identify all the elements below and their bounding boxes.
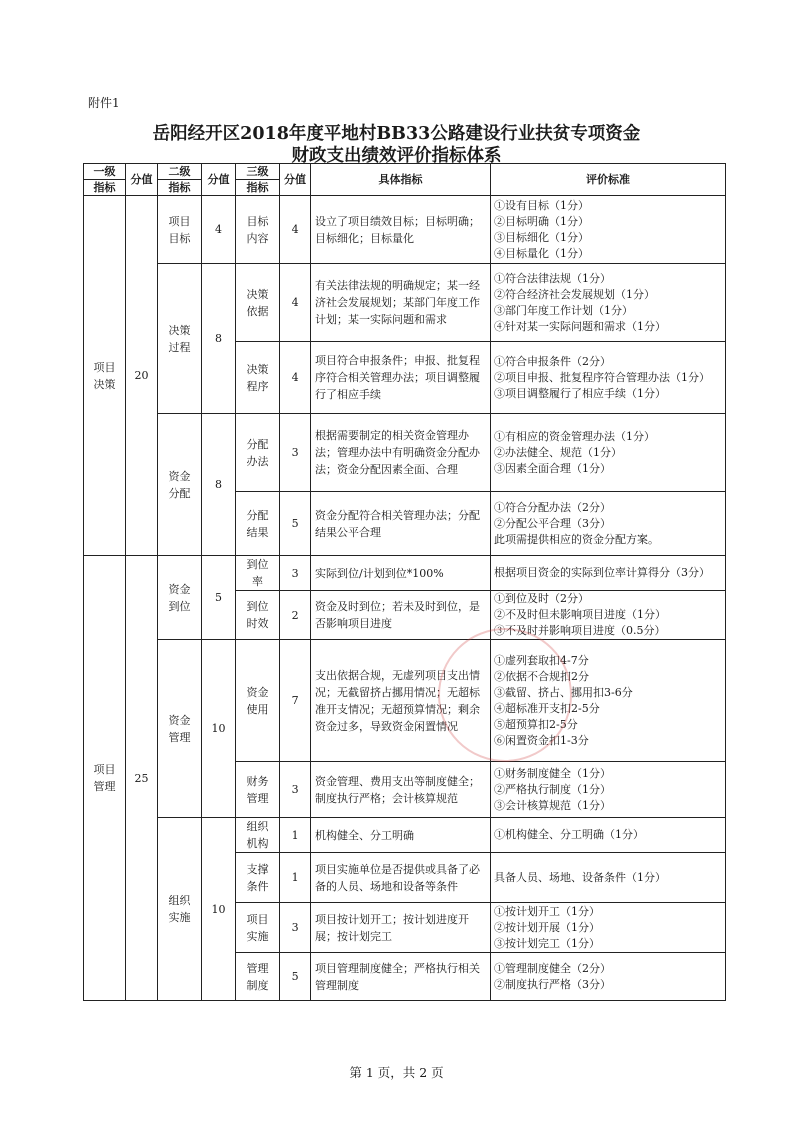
l2-score-text: 5 xyxy=(215,591,222,604)
l3-name-text: 到位率 xyxy=(246,558,269,588)
detail-cell xyxy=(311,556,491,591)
l3-name xyxy=(236,556,280,591)
detail-cell-text: 有关法律法规的明确规定；某一经济社会发展规划；某部门年度工作计划；某一实际问题和需求 xyxy=(315,279,480,326)
document-subtitle: 财政支出绩效评价指标体系 xyxy=(291,146,502,166)
l2-name-text: 决策过程 xyxy=(168,323,191,354)
criteria-item: ①到位及时（2分） xyxy=(494,592,589,605)
detail-cell-text: 项目管理制度健全；严格执行相关管理制度 xyxy=(315,961,480,992)
header-score: 分值 xyxy=(280,164,311,196)
table-row xyxy=(84,196,726,264)
l1-score xyxy=(126,196,158,556)
table-row xyxy=(84,264,726,342)
l3-score xyxy=(280,342,311,414)
detail-cell xyxy=(311,853,491,903)
header-l2: 二级 xyxy=(158,164,202,180)
l1-score xyxy=(126,556,158,1001)
l3-score xyxy=(280,196,311,264)
criteria-item: ①符合分配办法（2分） xyxy=(494,500,611,514)
table-row xyxy=(84,640,726,762)
detail-cell xyxy=(311,762,491,818)
criteria-cell xyxy=(491,264,726,342)
table-row xyxy=(84,414,726,492)
l2-score xyxy=(202,196,236,264)
criteria-cell xyxy=(491,414,726,492)
l3-name-text: 分配办法 xyxy=(246,437,269,468)
header-score: 分值 xyxy=(126,164,158,196)
header-l2-sub: 指标 xyxy=(158,180,202,196)
l3-score-text: 3 xyxy=(291,783,299,796)
criteria-item: ②项目申报、批复程序符合管理办法（1分） xyxy=(494,370,710,384)
detail-cell-text: 项目符合申报条件；申报、批复程序符合相关管理办法；项目调整履行了相应手续 xyxy=(315,354,480,401)
l1-score-text: 25 xyxy=(134,771,149,785)
l2-score xyxy=(202,264,236,414)
criteria-item: ②分配公平合理（3分） xyxy=(494,516,611,530)
l3-score xyxy=(280,556,311,591)
criteria-item: ①按计划开工（1分） xyxy=(494,904,600,918)
l3-score-text: 1 xyxy=(291,871,299,884)
detail-cell-text: 实际到位/计划到位*100% xyxy=(315,566,444,580)
criteria-cell xyxy=(491,853,726,903)
l3-name-text: 分配结果 xyxy=(246,508,269,539)
l1-name-text: 项目管理 xyxy=(93,763,116,793)
l3-score-text: 1 xyxy=(291,828,299,842)
criteria-cell xyxy=(491,196,726,264)
detail-cell-text: 机构健全、分工明确 xyxy=(315,828,414,842)
criteria-item: 具备人员、场地、设备条件（1分） xyxy=(494,870,666,884)
criteria-item: ①符合申报条件（2分） xyxy=(494,354,611,368)
l3-score xyxy=(280,818,311,853)
l3-name-text: 管理制度 xyxy=(246,961,269,992)
criteria-item: ②办法健全、规范（1分） xyxy=(494,445,622,459)
criteria-item: ③项目调整履行了相应手续（1分） xyxy=(494,386,666,400)
criteria-cell xyxy=(491,591,726,640)
criteria-cell xyxy=(491,556,726,591)
criteria-item: ③因素全面合理（1分） xyxy=(494,461,611,475)
l2-score-text: 10 xyxy=(211,722,226,735)
criteria-item: 此项需提供相应的资金分配方案。 xyxy=(494,532,659,546)
l3-score-text: 3 xyxy=(291,566,299,580)
criteria-cell xyxy=(491,342,726,414)
l3-score-text: 2 xyxy=(291,608,299,622)
detail-cell-text: 项目实施单位是否提供或具备了必备的人员、场地和设备等条件 xyxy=(315,862,480,893)
detail-cell xyxy=(311,640,491,762)
l2-name-text: 资金管理 xyxy=(168,713,191,744)
l2-name xyxy=(158,414,202,556)
detail-cell xyxy=(311,264,491,342)
l2-name-text: 项目目标 xyxy=(168,214,191,245)
l3-score-text: 3 xyxy=(291,446,299,459)
criteria-cell xyxy=(491,762,726,818)
detail-cell xyxy=(311,818,491,853)
l3-name xyxy=(236,196,280,264)
header-detail: 具体指标 xyxy=(311,164,491,196)
l3-score-text: 4 xyxy=(291,371,299,384)
criteria-item: ①符合法律法规（1分） xyxy=(494,271,611,285)
detail-cell xyxy=(311,414,491,492)
criteria-item: ③目标细化（1分） xyxy=(494,230,589,244)
detail-cell xyxy=(311,342,491,414)
l2-name xyxy=(158,556,202,640)
l3-score xyxy=(280,414,311,492)
l3-name xyxy=(236,762,280,818)
table-row xyxy=(84,818,726,853)
l2-score xyxy=(202,640,236,818)
criteria-item: ⑤超预算扣2-5分 xyxy=(494,717,578,731)
detail-cell-text: 资金管理、费用支出等制度健全；制度执行严格；会计核算规范 xyxy=(315,774,480,805)
l3-name xyxy=(236,414,280,492)
table-row xyxy=(84,556,726,591)
l3-name xyxy=(236,591,280,640)
criteria-item: ②不及时但未影响项目进度（1分） xyxy=(494,608,666,621)
l3-name xyxy=(236,264,280,342)
criteria-item: ①设有目标（1分） xyxy=(494,198,589,212)
criteria-item: 根据项目资金的实际到位率计算得分（3分） xyxy=(494,566,710,579)
l3-name xyxy=(236,492,280,556)
criteria-item: ②制度执行严格（3分） xyxy=(494,977,611,991)
page-footer: 第 1 页，共 2 页 xyxy=(349,1065,444,1080)
criteria-cell xyxy=(491,953,726,1001)
detail-cell xyxy=(311,492,491,556)
header-l3-sub: 指标 xyxy=(236,180,280,196)
l2-score-text: 8 xyxy=(215,478,222,491)
l3-name-text: 到位时效 xyxy=(246,600,269,630)
l2-score-text: 8 xyxy=(215,332,222,345)
criteria-item: ②按计划开展（1分） xyxy=(494,920,600,934)
attachment-label: 附件1 xyxy=(88,96,120,110)
l3-score xyxy=(280,762,311,818)
l3-name-text: 财务管理 xyxy=(246,774,269,805)
l2-score xyxy=(202,818,236,1001)
detail-cell-text: 支出依据合规，无虚列项目支出情况；无截留挤占挪用情况；无超标准开支情况；无超预算情况；剩余资金过多，导致资金闲置情况 xyxy=(315,668,480,733)
l3-name-text: 项目实施 xyxy=(246,912,269,943)
criteria-item: ④目标量化（1分） xyxy=(494,246,589,260)
l2-name-text: 资金分配 xyxy=(168,469,191,500)
criteria-item: ②严格执行制度（1分） xyxy=(494,782,611,796)
criteria-item: ②符合经济社会发展规划（1分） xyxy=(494,287,655,301)
l3-name-text: 决策依据 xyxy=(246,287,269,318)
criteria-cell xyxy=(491,903,726,953)
l3-name-text: 资金使用 xyxy=(246,685,269,716)
l2-name xyxy=(158,818,202,1001)
l2-score xyxy=(202,414,236,556)
document-title: 岳阳经开区2018年度平地村BB33公路建设行业扶贫专项资金 xyxy=(152,124,641,144)
l3-name-text: 决策程序 xyxy=(246,362,269,393)
criteria-item: ①机构健全、分工明确（1分） xyxy=(494,828,644,841)
l3-score xyxy=(280,953,311,1001)
criteria-cell xyxy=(491,492,726,556)
l3-score-text: 7 xyxy=(291,694,299,707)
l1-score-text: 20 xyxy=(134,369,149,382)
l3-score xyxy=(280,903,311,953)
l3-name xyxy=(236,818,280,853)
criteria-item: ①虚列套取扣4-7分 xyxy=(494,653,589,667)
l3-score xyxy=(280,640,311,762)
criteria-item: ②目标明确（1分） xyxy=(494,214,589,228)
criteria-item: ③截留、挤占、挪用扣3-6分 xyxy=(494,685,633,699)
l3-name xyxy=(236,342,280,414)
l3-name-text: 组织机构 xyxy=(246,820,269,850)
l3-score xyxy=(280,492,311,556)
l2-name xyxy=(158,264,202,414)
criteria-item: ④针对某一实际问题和需求（1分） xyxy=(494,319,666,333)
criteria-item: ①财务制度健全（1分） xyxy=(494,766,611,780)
detail-cell xyxy=(311,903,491,953)
criteria-item: ④超标准开支扣2-5分 xyxy=(494,701,600,715)
l3-score xyxy=(280,853,311,903)
l3-score-text: 4 xyxy=(291,296,299,309)
l2-name xyxy=(158,196,202,264)
l3-name xyxy=(236,853,280,903)
l3-name xyxy=(236,953,280,1001)
criteria-cell xyxy=(491,640,726,762)
criteria-item: ⑥闲置资金扣1-3分 xyxy=(494,733,589,747)
l3-score-text: 5 xyxy=(291,970,299,983)
header-l1: 一级 xyxy=(84,164,126,180)
detail-cell-text: 资金分配符合相关管理办法；分配结果公平合理 xyxy=(315,508,480,539)
criteria-item: ①管理制度健全（2分） xyxy=(494,961,611,975)
header-row-1 xyxy=(84,164,726,180)
detail-cell xyxy=(311,953,491,1001)
header-l3: 三级 xyxy=(236,164,280,180)
criteria-item: ②依据不合规扣2分 xyxy=(494,669,589,683)
detail-cell-text: 设立了项目绩效目标；目标明确；目标细化；目标量化 xyxy=(315,214,480,245)
header-criteria: 评价标准 xyxy=(491,164,726,196)
l1-name-text: 项目决策 xyxy=(93,360,116,391)
l2-name xyxy=(158,640,202,818)
criteria-cell xyxy=(491,818,726,853)
criteria-item: ③按计划完工（1分） xyxy=(494,936,600,950)
l3-score-text: 5 xyxy=(291,517,299,530)
l3-name-text: 支撑条件 xyxy=(246,862,269,893)
criteria-item: ③部门年度工作计划（1分） xyxy=(494,303,633,317)
detail-cell-text: 根据需要制定的相关资金管理办法；管理办法中有明确资金分配办法；资金分配因素全面、合理 xyxy=(315,429,480,476)
l2-name-text: 组织实施 xyxy=(168,894,191,924)
l2-name-text: 资金到位 xyxy=(168,582,191,613)
l3-score xyxy=(280,591,311,640)
l2-score-text: 4 xyxy=(215,223,222,236)
l3-score-text: 4 xyxy=(291,223,299,236)
criteria-item: ③不及时并影响项目进度（0.5分） xyxy=(494,624,666,637)
l3-name xyxy=(236,903,280,953)
detail-cell-text: 项目按计划开工；按计划进度开展；按计划完工 xyxy=(315,912,469,943)
l3-score-text: 3 xyxy=(291,921,299,934)
header-score: 分值 xyxy=(202,164,236,196)
l1-name xyxy=(84,556,126,1001)
header-l1-sub: 指标 xyxy=(84,180,126,196)
l1-name xyxy=(84,196,126,556)
criteria-item: ①有相应的资金管理办法（1分） xyxy=(494,429,655,443)
l3-name xyxy=(236,640,280,762)
l2-score xyxy=(202,556,236,640)
indicator-table xyxy=(83,163,726,1001)
l3-name-text: 目标内容 xyxy=(246,214,269,245)
detail-cell xyxy=(311,196,491,264)
detail-cell-text: 资金及时到位；若未及时到位，是否影响项目进度 xyxy=(315,600,480,630)
detail-cell xyxy=(311,591,491,640)
l3-score xyxy=(280,264,311,342)
l2-score-text: 10 xyxy=(211,902,226,916)
criteria-item: ③会计核算规范（1分） xyxy=(494,798,611,812)
